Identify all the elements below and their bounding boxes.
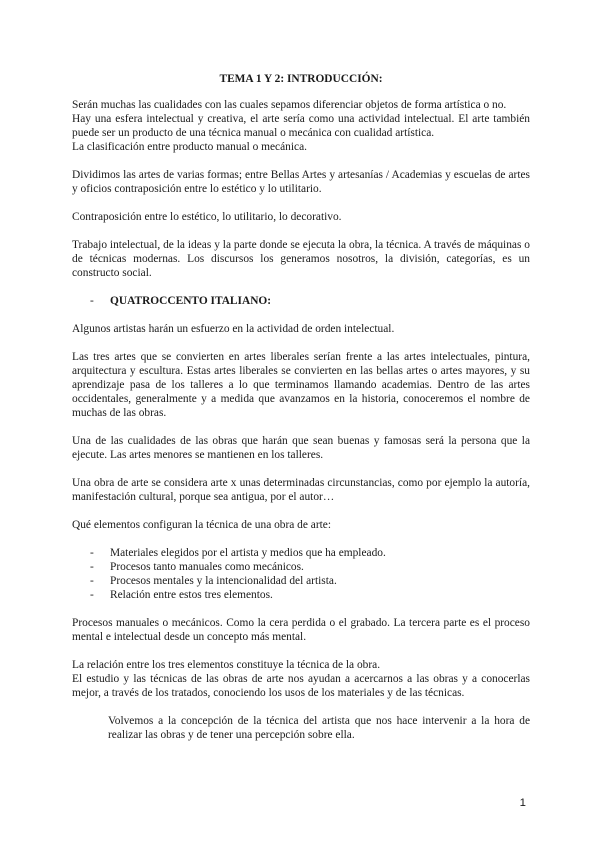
- intro-line-3: La clasificación entre producto manual o mecánica.: [72, 141, 307, 153]
- paragraph-algunos: Algunos artistas harán un esfuerzo en la actividad de orden intelectual.: [72, 323, 395, 335]
- intro-line-2: Hay una esfera intelectual y creativa, el arte sería como una actividad intelectual. El arte también puede ser un producto de una técnica manual o mecánica con cualidad artística.: [72, 113, 530, 139]
- list-item-text: Procesos mentales y la intencionalidad del artista.: [110, 575, 337, 587]
- document-title: TEMA 1 Y 2: INTRODUCCIÓN:: [219, 73, 383, 85]
- list-dash: -: [90, 589, 94, 601]
- paragraph-trabajo: Trabajo intelectual, de la ideas y la parte donde se ejecuta la obra, la técnica. A través de máquinas o de técnicas modernas. Los discursos los generamos nosotros, la división, categorías, es un constructo social.: [72, 239, 530, 279]
- relacion-line: La relación entre los tres elementos constituye la técnica de la obra.: [72, 659, 381, 671]
- list-item-text: Materiales elegidos por el artista y medios que ha empleado.: [110, 547, 386, 559]
- list-item-text: Relación entre estos tres elementos.: [110, 589, 273, 601]
- list-dash: -: [90, 575, 94, 587]
- paragraph-tres-artes: Las tres artes que se convierten en artes liberales serían frente a las artes intelectuales, pintura, arquitectura y escultura. Estas artes liberales se convierten en las bellas artes o artes mayores, y su aprendizaje pasa de los talleres a lo que terminamos llamando academias. Dentro de las artes occidentales, generalmente y a medida que avanzamos en la historia, conoceremos el nombre de muchas de las obras.: [72, 351, 530, 419]
- list-dash: -: [90, 561, 94, 573]
- paragraph-divide: Dividimos las artes de varias formas; entre Bellas Artes y artesanías / Academias y escuelas de artes y oficios contraposición entre lo estético y lo utilitario.: [72, 169, 530, 195]
- paragraph-procesos: Procesos manuales o mecánicos. Como la cera perdida o el grabado. La tercera parte es el proceso mental e intelectual desde un concepto más mental.: [72, 617, 530, 643]
- section-heading-text: QUATROCCENTO ITALIANO:: [110, 295, 272, 307]
- intro-line-1: Serán muchas las cualidades con las cuales sepamos diferenciar objetos de forma artística o no.: [72, 99, 507, 111]
- list-item: [72, 560, 530, 574]
- list-item-text: Procesos tanto manuales como mecánicos.: [110, 561, 304, 573]
- estudio-line: El estudio y las técnicas de las obras de arte nos ayudan a acercarnos a las obras y a conocerlas mejor, a través de los tratados, conociendo los usos de los materiales y de las técnicas.: [72, 673, 530, 699]
- list-item: [72, 546, 530, 560]
- paragraph-contraposicion: Contraposición entre lo estético, lo utilitario, lo decorativo.: [72, 211, 342, 223]
- paragraph-relacion-estudio: [72, 658, 530, 700]
- section-dash: -: [90, 295, 94, 307]
- elements-list: [72, 546, 530, 602]
- paragraph-una-cualidad: Una de las cualidades de las obras que harán que sean buenas y famosas será la persona que la ejecute. Las artes menores se mantienen en los talleres.: [72, 435, 530, 461]
- list-item: [72, 588, 530, 602]
- list-item: [72, 574, 530, 588]
- paragraph-que-elementos: Qué elementos configuran la técnica de una obra de arte:: [72, 519, 332, 531]
- paragraph-obra-arte: Una obra de arte se considera arte x unas determinadas circunstancias, como por ejemplo la autoría, manifestación cultural, porque sea antigua, por el autor…: [72, 477, 530, 503]
- list-dash: -: [90, 547, 94, 559]
- page-number: 1: [519, 797, 526, 809]
- document-page: [72, 72, 530, 756]
- paragraph-volvemos: Volvemos a la concepción de la técnica del artista que nos hace intervenir a la hora de realizar las obras y de tener una percepción sobre ella.: [108, 715, 530, 741]
- section-heading: [72, 294, 530, 308]
- intro-paragraph: [72, 98, 530, 154]
